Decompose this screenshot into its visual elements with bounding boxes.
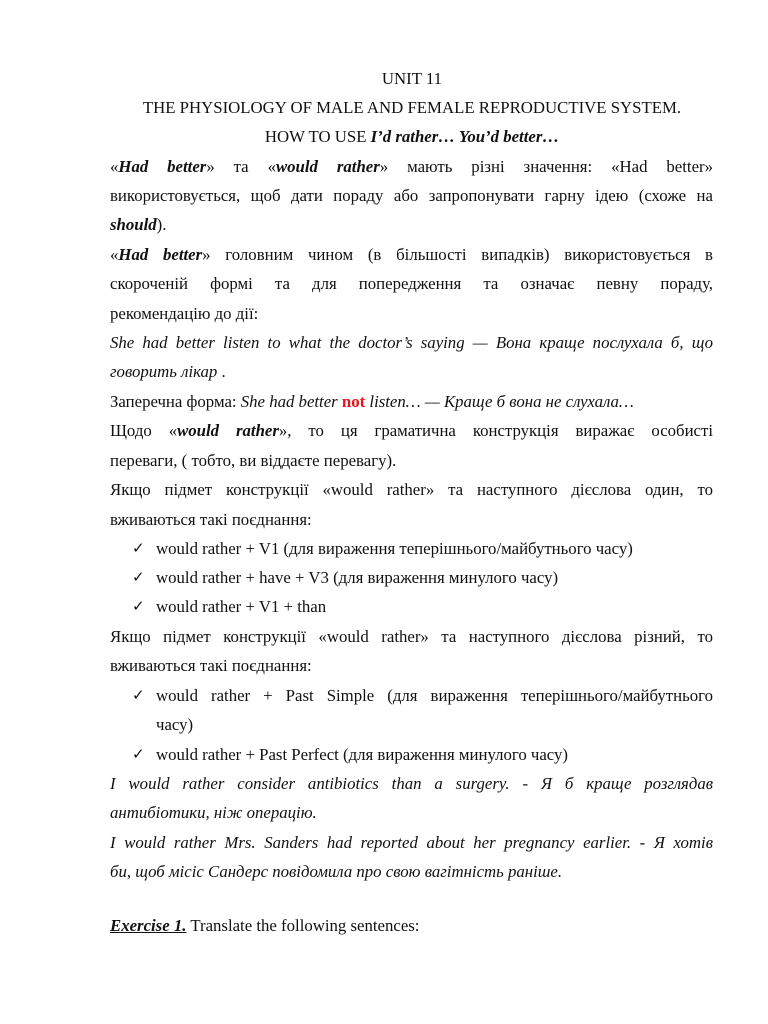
subtitle-emphasis: I’d rather… You’d better… [370,127,560,146]
paragraph-1-line-1: «Had better» та «would rather» мають різні значення: «Had better» [110,157,713,176]
negation-highlight: not [341,392,366,411]
unit-title: THE PHYSIOLOGY OF MALE AND FEMALE REPRODUCTIVE SYSTEM. [142,98,682,117]
list-item: would rather + V1 (для вираження теперішнього/майбутнього часу) [156,539,633,558]
exercise-label: Exercise 1. [110,916,187,935]
term-had-better: Had better [118,157,207,176]
paragraph-1-line-3: should). [110,215,167,234]
paragraph-2-line-1: «Had better» головним чином (в більшості випадків) використовується в [110,245,713,264]
checkmark-icon: ✓ [132,539,145,557]
term-would-rather-2: would rather [177,421,279,440]
paragraph-4-line-1: Якщо підмет конструкції «would rather» та наступного дієслова один, то [110,480,713,499]
unit-label: UNIT 11 [381,69,443,88]
paragraph-1-line-2: використовується, щоб дати пораду або запропонувати гарну ідею (схоже на [110,186,713,205]
example-2-line-2: антибіотики, ніж операцію. [110,803,317,822]
unit-subtitle [0,127,768,147]
paragraph-2-line-2: скороченій формі та для попередження та означає певну пораду, [110,274,713,293]
exercise-instruction: Translate the following sentences: [186,916,420,935]
checkmark-icon: ✓ [132,597,145,615]
paragraph-4-line-2: вживаються такі поєднання: [110,510,312,529]
example-1-line-1: She had better listen to what the doctor’s saying — Вона краще послухала б, що [110,333,713,352]
exercise-heading [110,916,419,936]
paragraph-5-line-2: вживаються такі поєднання: [110,656,312,675]
list-item: would rather + have + V3 (для вираження минулого часу) [156,568,559,587]
checkmark-icon: ✓ [132,686,145,704]
list-item: would rather + V1 + than [156,597,327,616]
negative-form-line: Заперечна форма: She had better not listen… — Краще б вона не слухала… [110,392,634,411]
example-3-line-2: би, щоб місіс Сандерс повідомила про свою вагітність раніше. [110,862,563,881]
example-3-line-1: I would rather Mrs. Sanders had reported about her pregnancy earlier. - Я хотів [110,833,713,852]
term-should: should [110,215,157,234]
checkmark-icon: ✓ [132,745,145,763]
checkmark-icon: ✓ [132,568,145,586]
negative-form-label: Заперечна форма: [110,392,241,411]
list-item: would rather + Past Simple (для вираження теперішнього/майбутнього [156,686,713,705]
term-had-better-2: Had better [118,245,203,264]
term-would-rather: would rather [275,157,380,176]
list-item-continuation: часу) [156,715,194,734]
example-2-line-1: I would rather consider antibiotics than a surgery. - Я б краще розглядав [110,774,713,793]
paragraph-3-line-2: переваги, ( тобто, ви віддаєте перевагу). [110,451,397,470]
paragraph-5-line-1: Якщо підмет конструкції «would rather» та наступного дієслова різний, то [110,627,713,646]
paragraph-2-line-3: рекомендацію до дії: [110,304,259,323]
paragraph-3-line-1: Щодо «would rather», то ця граматична конструкція виражає особисті [110,421,714,440]
example-1-line-2: говорить лікар . [110,362,226,381]
subtitle-prefix: HOW TO USE [264,127,371,146]
list-item: would rather + Past Perfect (для вираження минулого часу) [156,745,569,764]
